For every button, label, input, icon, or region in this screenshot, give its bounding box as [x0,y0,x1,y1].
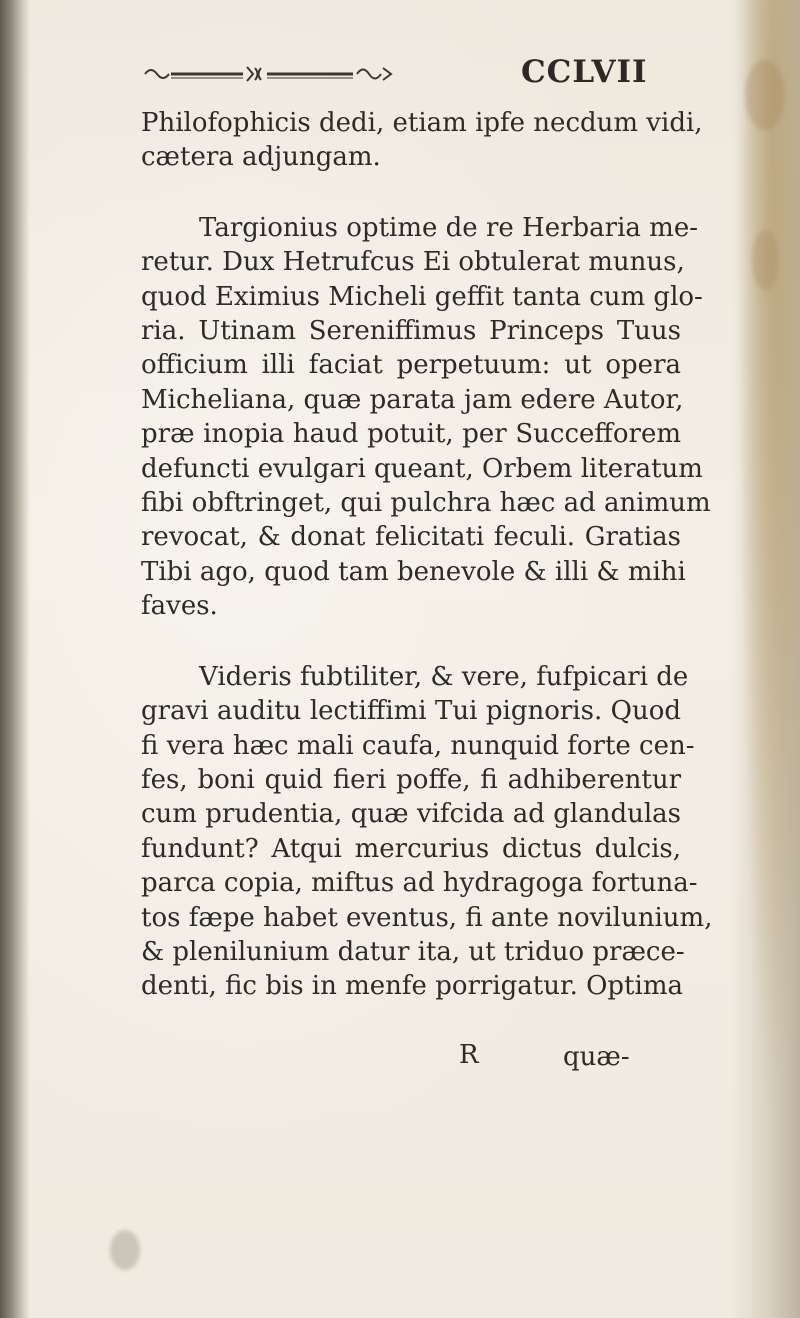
body-text [141,106,713,1004]
text-line: denti, fic bis in menfe porrigatur. Optima [141,971,683,1002]
catchword: quæ- [563,1042,630,1072]
page-right-edge [730,0,800,1318]
text-line: Philofophicis dedi, etiam ipfe necdum vidi, [141,108,703,138]
foxing-stain [110,1230,140,1270]
text-line: tos fæpe habet eventus, fi ante novilunium, [141,902,713,933]
paragraph [141,211,711,624]
text-line: fundunt? Atqui mercurius dictus dulcis, [141,833,681,864]
text-line: quod Eximius Micheli geffit tanta cum glo- [141,281,703,312]
text-line: revocat, & donat felicitati feculi. Gratias [141,522,681,553]
paragraph [141,106,703,175]
text-line: officium illi faciat perpetuum: ut opera [141,350,681,381]
text-line: cætera adjungam. [141,142,381,173]
ornament-rule-icon [143,64,473,84]
paragraph [141,660,713,1004]
page-header [143,54,648,94]
foxing-stain [745,60,785,130]
text-line: fi vera hæc mali caufa, nunquid forte cen- [141,730,695,761]
text-line: defuncti evulgari queant, Orbem literatum [141,453,703,484]
text-line: faves. [141,591,218,622]
text-line: & plenilunium datur ita, ut triduo præce- [141,936,685,967]
foxing-stain [752,230,778,290]
signature-mark: R [459,1040,479,1070]
text-line: fibi obftringet, qui pulchra hæc ad animum [141,488,711,519]
page-footer [0,1040,800,1080]
text-line: fes, boni quid fieri poffe, fi adhiberentur [141,764,681,795]
page-left-edge [0,0,30,1318]
text-line: Videris fubtiliter, & vere, fufpicari de [199,661,689,692]
text-line: gravi auditu lectiffimi Tui pignoris. Quod [141,696,681,727]
text-line: ria. Utinam Sereniffimus Princeps Tuus [141,316,681,347]
text-line: retur. Dux Hetrufcus Ei obtulerat munus, [141,247,685,278]
text-line: Tibi ago, quod tam benevole & illi & mihi [141,556,686,587]
text-line: Targionius optime de re Herbaria me- [199,212,698,243]
text-line: præ inopia haud potuit, per Succefforem [141,419,681,450]
text-line: Micheliana, quæ parata jam edere Autor, [141,384,684,415]
text-line: parca copia, miftus ad hydragoga fortuna- [141,868,698,899]
text-line: cum prudentia, quæ vifcida ad glandulas [141,799,681,830]
folio-number: CCLVII [521,54,648,90]
